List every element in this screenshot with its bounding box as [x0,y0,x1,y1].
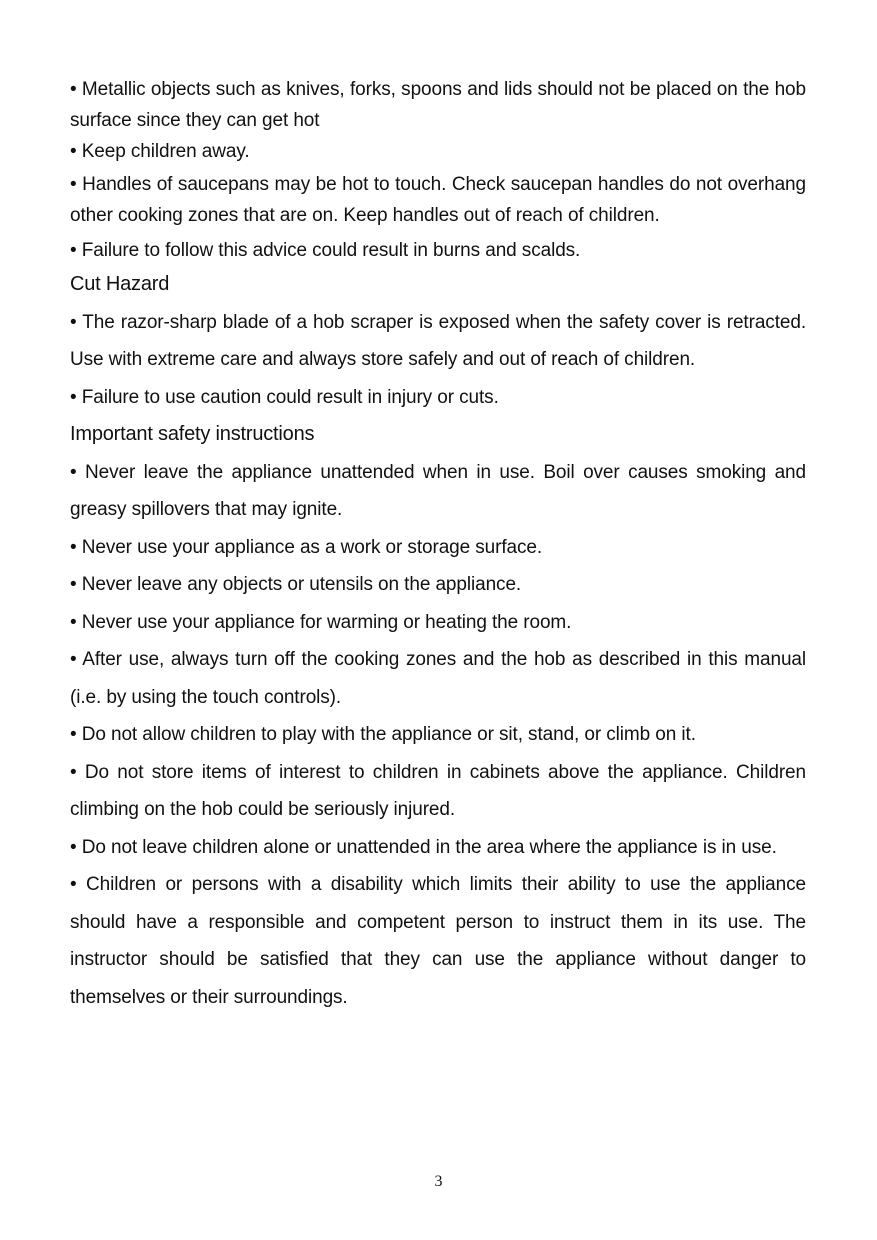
bullet-keep-children-away: • Keep children away. [70,141,250,162]
document-page [70,74,806,1016]
bullet-burns-scalds: • Failure to follow this advice could result in burns and scalds. [70,240,581,261]
bullet-heating-room: • Never use your appliance for warming or heating the room. [70,611,572,633]
bullet-turn-off: • After use, always turn off the cooking zones and the hob as described in this manual (i.e. by using the touch controls). [70,649,806,708]
bullet-metallic-objects: • Metallic objects such as knives, forks, spoons and lids should not be placed on the hob surface since they can get hot [70,79,806,131]
heading-cut-hazard: Cut Hazard [70,273,170,295]
bullet-saucepan-handles: • Handles of saucepans may be hot to touch. Check saucepan handles do not overhang other cooking zones that are on. Keep handles out of reach of children. [70,174,806,226]
bullet-children-alone: • Do not leave children alone or unattended in the area where the appliance is in use. [70,836,777,858]
bullet-injury-cuts: • Failure to use caution could result in injury or cuts. [70,386,499,408]
heading-important-safety: Important safety instructions [70,423,315,445]
bullet-disability-instruction: • Children or persons with a disability which limits their ability to use the appliance should have a responsible and competent person to instruct them in its use. The instructor should be satisfied that they can use the appliance without danger to themselves or their surroundings. [70,874,806,1008]
page-number: 3 [434,1173,443,1190]
bullet-never-unattended: • Never leave the appliance unattended when in use. Boil over causes smoking and greasy spillovers that may ignite. [70,461,806,520]
bullet-objects-utensils: • Never leave any objects or utensils on the appliance. [70,574,522,595]
bullet-children-play: • Do not allow children to play with the appliance or sit, stand, or climb on it. [70,724,696,745]
bullet-hob-scraper: • The razor-sharp blade of a hob scraper is exposed when the safety cover is retracted. Use with extreme care and always store safely and out of reach of children. [70,311,806,370]
bullet-cabinets-above: • Do not store items of interest to children in cabinets above the appliance. Children climbing on the hob could be seriously injured. [70,761,806,820]
bullet-work-surface: • Never use your appliance as a work or storage surface. [70,536,543,558]
